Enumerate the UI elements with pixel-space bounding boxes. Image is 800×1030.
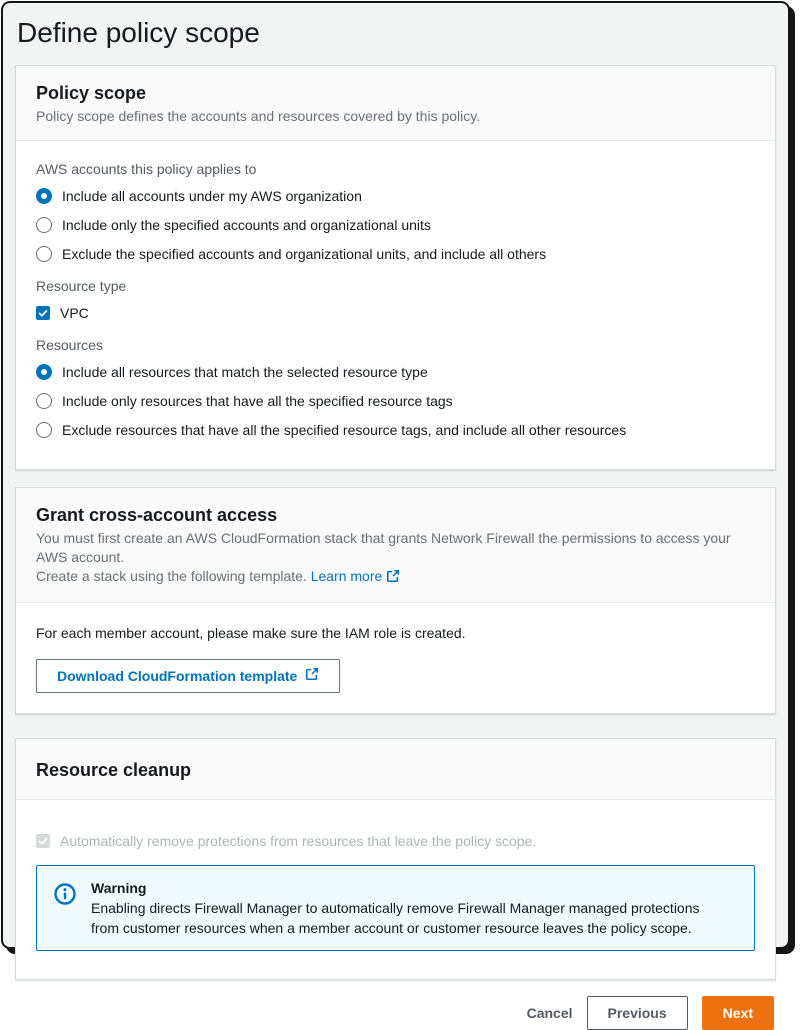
download-cloudformation-template-button[interactable]	[36, 659, 340, 693]
checkbox-vpc[interactable]	[36, 303, 755, 323]
resource-cleanup-title: Resource cleanup	[36, 760, 192, 780]
info-icon	[53, 882, 77, 911]
cancel-button[interactable]: Cancel	[526, 1005, 573, 1021]
resource-cleanup-body	[16, 800, 775, 979]
radio-label: Include all resources that match the selected resource type	[62, 364, 428, 380]
page-frame	[1, 1, 790, 1021]
policy-scope-card	[15, 65, 776, 470]
checkbox-label: VPC	[60, 305, 89, 321]
checkbox-label: Automatically remove protections from resources that leave the policy scope.	[60, 833, 537, 849]
checkbox-disabled-checked-icon	[36, 834, 50, 848]
resources-field-label: Resources	[36, 337, 103, 353]
external-link-icon	[305, 666, 319, 686]
radio-include-all-accounts[interactable]	[36, 186, 755, 206]
radio-exclude-specified-accounts[interactable]	[36, 244, 755, 264]
checkbox-auto-remove-protections	[36, 831, 755, 851]
policy-scope-title: Policy scope	[36, 83, 147, 103]
radio-unselected-icon[interactable]	[36, 422, 52, 438]
warning-content	[91, 878, 731, 938]
external-link-icon	[386, 569, 400, 588]
radio-include-tagged-resources[interactable]	[36, 391, 755, 411]
warning-title: Warning	[91, 880, 147, 896]
cross-account-card	[15, 487, 776, 714]
cross-account-description	[36, 529, 755, 588]
download-button-label: Download CloudFormation template	[57, 668, 298, 684]
cross-account-description-line2: Create a stack using the following template.	[36, 568, 307, 584]
accounts-field-label: AWS accounts this policy applies to	[36, 161, 257, 177]
resource-cleanup-card	[15, 738, 776, 980]
cross-account-body	[16, 603, 775, 713]
radio-label: Exclude the specified accounts and organizational units, and include all others	[62, 246, 547, 262]
radio-exclude-tagged-resources[interactable]	[36, 420, 755, 440]
resource-cleanup-header	[16, 739, 775, 800]
cross-account-title: Grant cross-account access	[36, 505, 278, 525]
next-button[interactable]: Next	[702, 996, 774, 1030]
spacer	[13, 470, 778, 487]
spacer	[13, 714, 778, 738]
learn-more-label: Learn more	[310, 568, 383, 584]
radio-unselected-icon[interactable]	[36, 246, 52, 262]
policy-scope-body	[16, 141, 775, 469]
radio-include-all-resources[interactable]	[36, 362, 755, 382]
warning-message: Enabling directs Firewall Manager to automatically remove Firewall Manager managed protections from customer resources when a member account or customer resource leaves the policy scope.	[91, 900, 700, 936]
policy-scope-description: Policy scope defines the accounts and resources covered by this policy.	[36, 108, 481, 124]
radio-include-specified-accounts[interactable]	[36, 215, 755, 235]
learn-more-link[interactable]	[311, 568, 401, 584]
warning-alert	[36, 865, 755, 951]
wizard-footer-actions	[13, 996, 774, 1030]
radio-unselected-icon[interactable]	[36, 217, 52, 233]
iam-role-note: For each member account, please make sure the IAM role is created.	[36, 625, 466, 641]
radio-label: Include only the specified accounts and organizational units	[62, 217, 431, 233]
radio-unselected-icon[interactable]	[36, 393, 52, 409]
radio-label: Include only resources that have all the specified resource tags	[62, 393, 453, 409]
cross-account-header	[16, 488, 775, 603]
resource-type-field-label: Resource type	[36, 278, 127, 294]
radio-label: Include all accounts under my AWS organization	[62, 188, 362, 204]
policy-scope-header	[16, 66, 775, 141]
radio-selected-icon[interactable]	[36, 364, 52, 380]
checkbox-checked-icon[interactable]	[36, 306, 50, 320]
page-title: Define policy scope	[17, 17, 260, 48]
previous-button[interactable]: Previous	[587, 996, 688, 1030]
radio-selected-icon[interactable]	[36, 188, 52, 204]
radio-label: Exclude resources that have all the specified resource tags, and include all other resources	[62, 422, 627, 438]
cross-account-description-line1: You must first create an AWS CloudFormation stack that grants Network Firewall the permissions to access your AWS account.	[36, 530, 731, 565]
